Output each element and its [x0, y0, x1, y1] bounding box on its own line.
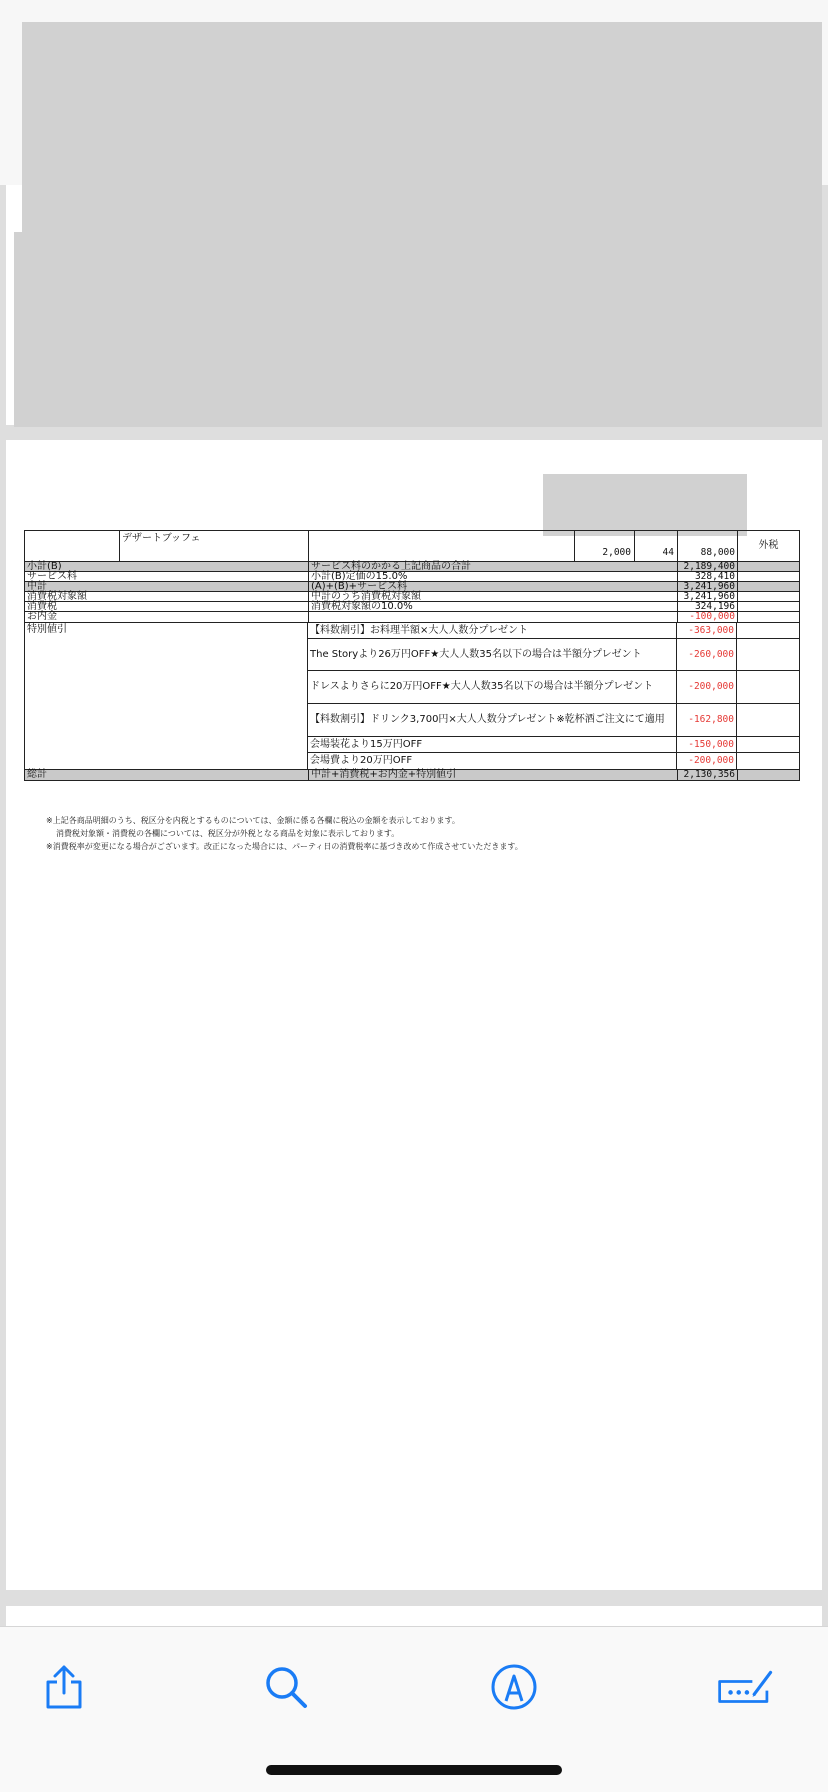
unit-price: 2,000 — [575, 531, 635, 561]
search-button[interactable] — [256, 1657, 316, 1717]
share-button[interactable] — [34, 1657, 94, 1717]
amount: 88,000 — [678, 531, 738, 561]
discount-amount: -162,800 — [677, 704, 737, 736]
discount-row — [308, 753, 799, 769]
row-amount: 3,241,960 — [678, 582, 738, 591]
row-label: 消費税対象額 — [25, 592, 309, 601]
special-discount-group — [24, 623, 800, 770]
row-desc: 小計(B)定価の15.0% — [309, 572, 678, 581]
discount-row — [308, 737, 799, 753]
row-label: 消費税 — [25, 602, 309, 611]
discount-desc: 【料数割引】ドリンク3,700円×大人人数分プレゼント※乾杯酒ご注文にて適用 — [308, 704, 677, 736]
discount-amount: -150,000 — [677, 737, 737, 752]
row-amount: 324,196 — [678, 602, 738, 611]
row-desc — [309, 612, 678, 622]
redacted-block-header — [543, 474, 747, 536]
markup-pen-icon — [490, 1663, 538, 1711]
tax-type: 外税 — [758, 540, 779, 551]
row-desc: サービス料のかかる上記商品の合計 — [309, 562, 678, 571]
discount-amount: -200,000 — [677, 753, 737, 769]
note-2: 消費税対象額・消費税の各欄については、税区分が外税となる商品を対象に表示しております。 — [56, 829, 400, 838]
document-page[interactable] — [6, 440, 822, 1590]
invoice-table — [24, 530, 800, 781]
signature-button[interactable] — [716, 1657, 776, 1717]
search-icon — [262, 1663, 310, 1711]
discount-row — [308, 623, 799, 639]
redacted-block-left — [14, 232, 822, 427]
row-label: 小計(B) — [25, 562, 309, 571]
discount-desc: The Storyより26万円OFF★大人人数35名以下の場合は半額分プレゼント — [308, 639, 677, 670]
discount-desc: 会場費より20万円OFF — [308, 753, 677, 769]
total-desc: 中計+消費税+お内金+特別値引 — [309, 770, 678, 780]
row-label: サービス料 — [25, 572, 309, 581]
discount-row — [308, 639, 799, 671]
total-label: 総計 — [25, 770, 309, 780]
row-amount: 3,241,960 — [678, 592, 738, 601]
home-indicator[interactable] — [266, 1765, 562, 1775]
signature-icon — [716, 1665, 776, 1709]
discount-amount: -260,000 — [677, 639, 737, 670]
row-amount: 328,410 — [678, 572, 738, 581]
discount-desc: 会場装花より15万円OFF — [308, 737, 677, 752]
footnotes — [46, 814, 523, 853]
row-desc: 消費税対象額の10.0% — [309, 602, 678, 611]
note-1: ※上記各商品明細のうち、税区分を内税とするものについては、金額に係る各欄に税込の金額を表示しております。 — [46, 816, 460, 825]
discount-desc: 【料数割引】お料理半額×大人人数分プレゼント — [308, 623, 677, 638]
row-desc: (A)+(B)+サービス料 — [309, 582, 678, 591]
row-amount: -100,000 — [678, 612, 738, 622]
discount-desc: ドレスよりさらに20万円OFF★大人人数35名以下の場合は半額分プレゼント — [308, 671, 677, 703]
quantity: 44 — [662, 546, 674, 558]
note-3: ※消費税率が変更になる場合がございます。改正になった場合には、パーティ日の消費税率に基づき改めて作成させていただきます。 — [46, 842, 523, 851]
row-desc: 中計のうち消費税対象額 — [309, 592, 678, 601]
table-row — [24, 602, 800, 612]
total-row — [24, 770, 800, 781]
row-label: 中計 — [25, 582, 309, 591]
row-label: お内金 — [25, 612, 309, 622]
total-amount: 2,130,356 — [678, 770, 738, 780]
item-label: デザートブッフェ — [122, 533, 201, 544]
discount-amount: -200,000 — [677, 671, 737, 703]
discount-row — [308, 704, 799, 737]
table-row — [24, 562, 800, 572]
table-row — [24, 530, 800, 562]
discount-amount: -363,000 — [677, 623, 737, 638]
next-page[interactable] — [6, 1606, 822, 1628]
row-amount: 2,189,400 — [678, 562, 738, 571]
markup-button[interactable] — [484, 1657, 544, 1717]
discount-row — [308, 671, 799, 704]
table-row — [24, 612, 800, 623]
discount-label: 特別値引 — [25, 623, 308, 769]
share-icon — [42, 1663, 86, 1711]
redacted-block-top — [22, 22, 822, 232]
